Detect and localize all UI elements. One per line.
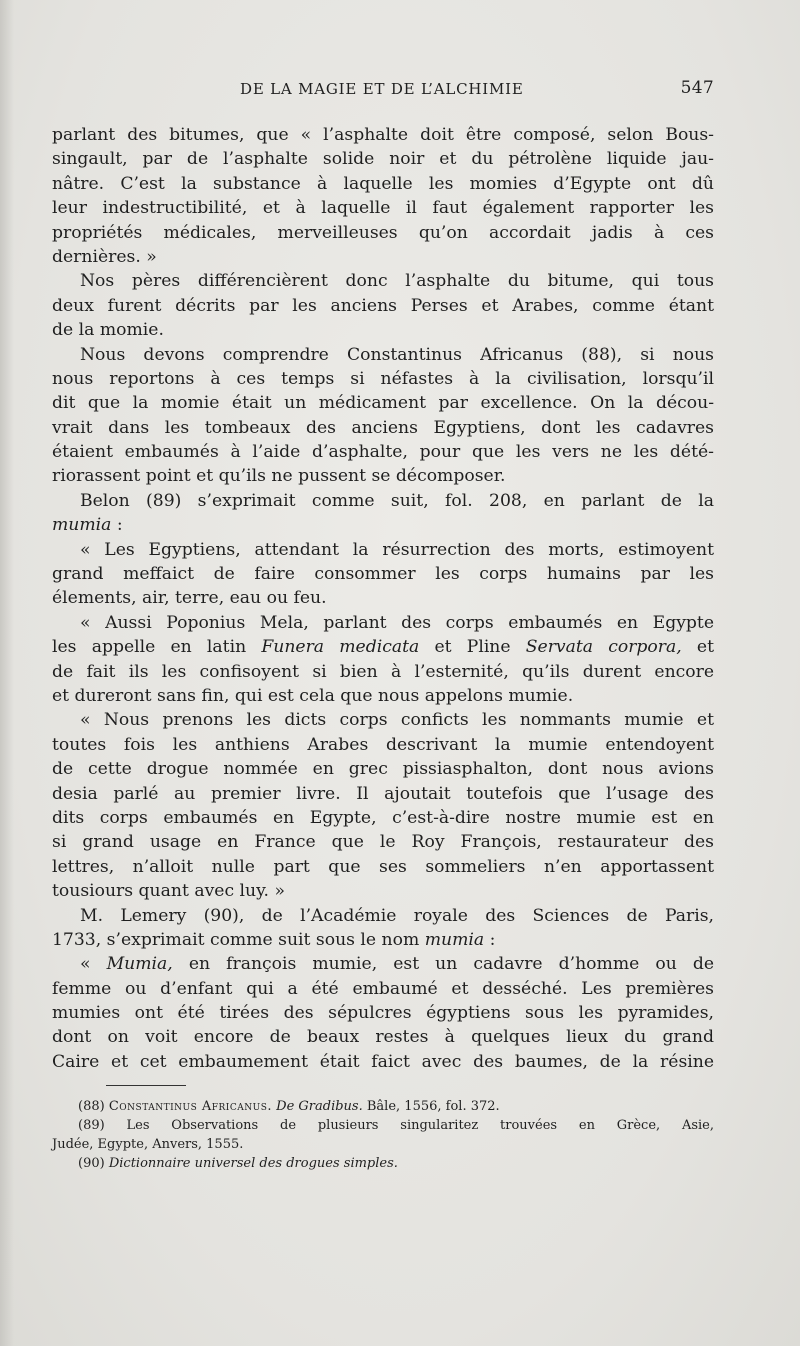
text-line: mumia : bbox=[52, 515, 123, 536]
text-line: nâtre. C’est la substance à laquelle les momies d’Egypte ont dû bbox=[52, 173, 714, 194]
footnote-divider bbox=[106, 1085, 186, 1086]
text-line: « Mumia, en françois mumie, est un cadavre d’homme ou de bbox=[80, 954, 714, 975]
text-line: deux furent décrits par les anciens Perses et Arabes, comme étant bbox=[52, 295, 714, 316]
text-line: de cette drogue nommée en grec pissiasphalton, dont nous avions bbox=[52, 759, 714, 780]
text-line: élements, air, terre, eau ou feu. bbox=[52, 588, 327, 609]
text-line: mumies ont été tirées des sépulcres égyptiens sous les pyramides, bbox=[52, 1003, 714, 1024]
text-line: dit que la momie était un médicament par excellence. On la décou- bbox=[52, 393, 714, 414]
main-text bbox=[52, 123, 714, 1074]
footnote-details: Bâle, 1556, fol. 372. bbox=[366, 1099, 500, 1114]
footnotes bbox=[52, 1097, 714, 1173]
text-line: parlant des bitumes, que « l’asphalte doit être composé, selon Bous- bbox=[52, 125, 714, 145]
text-line: leur indestructibilité, et à laquelle il faut également rapporter les bbox=[52, 198, 714, 219]
binding-shadow bbox=[0, 0, 14, 1346]
text-line: Nous devons comprendre Constantinus Africanus (88), si nous bbox=[80, 344, 714, 365]
text-line: et dureront sans fin, qui est cela que nous appelons mumie. bbox=[52, 685, 574, 706]
text-line: propriétés médicales, merveilleuses qu’on accordait jadis à ces bbox=[52, 222, 714, 243]
text-line: riorassent point et qu’ils ne pussent se décomposer. bbox=[52, 466, 506, 487]
text-line: femme ou d’enfant qui a été embaumé et desséché. Les premières bbox=[52, 978, 714, 999]
text-line: nous reportons à ces temps si néfastes à la civilisation, lorsqu’il bbox=[52, 368, 714, 389]
text-line: M. Lemery (90), de l’Académie royale des Sciences de Paris, bbox=[80, 905, 714, 926]
footnote-90 bbox=[52, 1154, 714, 1173]
text-line: « Les Egyptiens, attendant la résurrection des morts, estimoyent bbox=[80, 539, 714, 560]
text-line: dits corps embaumés en Egypte, c’est-à-dire nostre mumie est en bbox=[52, 807, 714, 828]
text-line: Nos pères différencièrent donc l’asphalte du bitume, qui tous bbox=[80, 271, 714, 292]
page-number: 547 bbox=[680, 78, 714, 98]
text-line: 1733, s’exprimait comme suit sous le nom mumia : bbox=[52, 929, 496, 950]
text-line: les appelle en latin Funera medicata et Pline Servata corpora, et bbox=[52, 637, 715, 658]
footnote-number: (90) bbox=[78, 1156, 105, 1171]
footnote-89: (89) Les Observations de plusieurs singularitez trouvées en Grèce, Asie, bbox=[78, 1118, 714, 1133]
text-line: « Aussi Poponius Mela, parlant des corps embaumés en Egypte bbox=[80, 612, 714, 633]
footnote-number: (88) bbox=[78, 1099, 105, 1114]
text-line: si grand usage en France que le Roy François, restaurateur des bbox=[52, 832, 714, 853]
text-line: Caire et cet embaumement était faict avec des baumes, de la résine bbox=[52, 1051, 714, 1072]
footnote-88 bbox=[52, 1097, 714, 1116]
text-line: grand meffaict de faire consommer les corps humains par les bbox=[52, 564, 714, 585]
italic-term: Mumia, bbox=[106, 954, 173, 975]
footnote-title: Dictionnaire universel des drogues simples. bbox=[108, 1156, 398, 1171]
footnote-title: De Gradibus. bbox=[276, 1099, 363, 1114]
text-line: desia parlé au premier livre. Il ajoutait toutefois que l’usage des bbox=[52, 783, 714, 804]
header-title: DE LA MAGIE ET DE L’ALCHIMIE bbox=[240, 80, 524, 98]
text-line: dernières. » bbox=[52, 246, 157, 267]
text-line: dont on voit encore de beaux restes à quelques lieux du grand bbox=[52, 1027, 714, 1048]
text-line: singault, par de l’asphalte solide noir et du pétrolène liquide jau- bbox=[52, 149, 714, 170]
footnote-89-cont: Judée, Egypte, Anvers, 1555. bbox=[52, 1137, 244, 1152]
italic-term: Funera medicata bbox=[261, 637, 420, 658]
text-line: vrait dans les tombeaux des anciens Egyptiens, dont les cadavres bbox=[52, 417, 714, 438]
text-line: lettres, n’alloit nulle part que ses sommeliers n’en apportassent bbox=[52, 856, 714, 877]
italic-term: mumia bbox=[52, 515, 112, 536]
italic-term: mumia bbox=[424, 929, 485, 950]
text-line: de fait ils les confisoyent si bien à l’esternité, qu’ils durent encore bbox=[52, 661, 714, 682]
footnote-author: Constantinus Africanus. bbox=[108, 1099, 273, 1114]
running-header bbox=[240, 78, 714, 102]
text-line: étaient embaumés à l’aide d’asphalte, pour que les vers ne les dété- bbox=[52, 442, 714, 463]
text-line: toutes fois les anthiens Arabes descrivant la mumie entendoyent bbox=[52, 734, 714, 755]
italic-term: Servata corpora, bbox=[525, 637, 682, 658]
text-line: tousiours quant avec luy. » bbox=[52, 881, 285, 902]
text-line: Belon (89) s’exprimait comme suit, fol. 208, en parlant de la bbox=[80, 490, 714, 511]
text-line: « Nous prenons les dicts corps conficts les nommants mumie et bbox=[80, 710, 714, 731]
text-line: de la momie. bbox=[52, 320, 164, 341]
